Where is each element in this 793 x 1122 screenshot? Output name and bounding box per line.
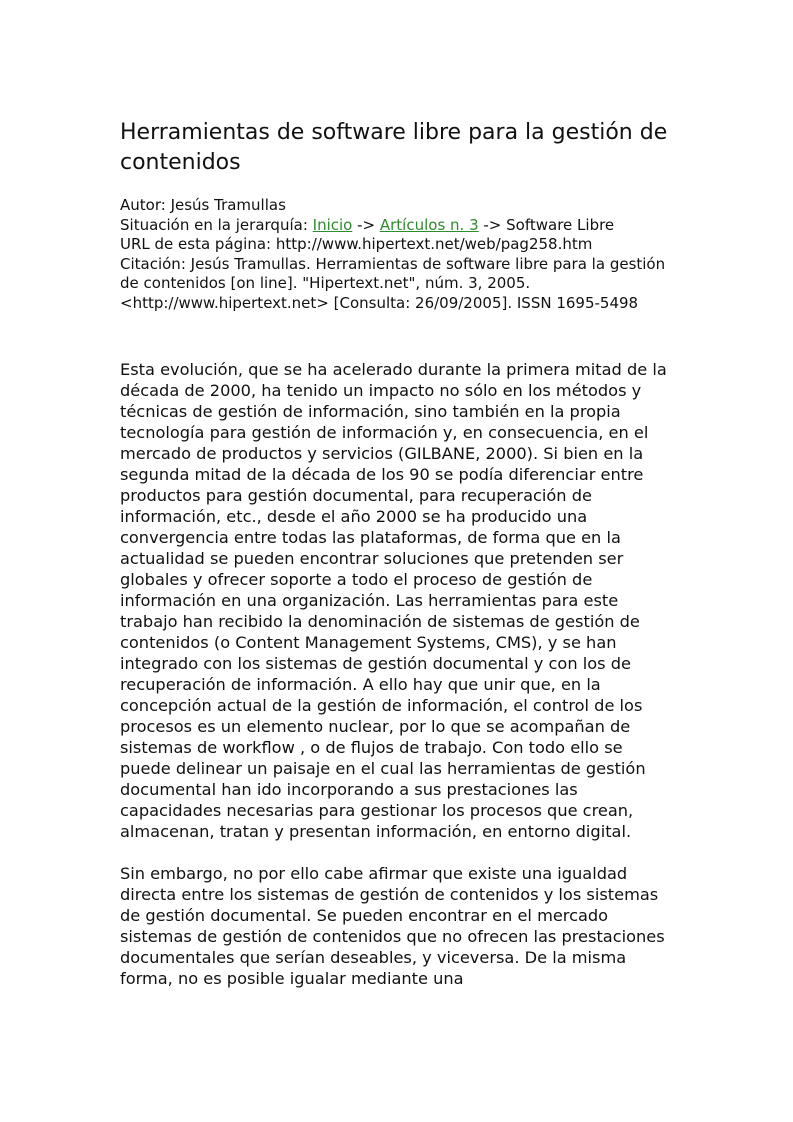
citation-label: Citación: bbox=[120, 254, 191, 273]
breadcrumb-separator: -> bbox=[478, 215, 507, 234]
url-label: URL de esta página: bbox=[120, 235, 276, 253]
article-metadata bbox=[120, 196, 676, 313]
breadcrumb bbox=[120, 216, 676, 236]
author-line bbox=[120, 196, 676, 216]
breadcrumb-current: Software Libre bbox=[506, 215, 615, 234]
breadcrumb-separator: -> bbox=[352, 215, 380, 234]
author-name: Jesús Tramullas bbox=[170, 196, 286, 214]
body-paragraph: Sin embargo, no por ello cabe afirmar que existe una igualdad directa entre los sistemas de gestión de contenidos y los sistemas de gestión documental. Se pueden encontrar en el mercado sistemas de gestión de contenidos que no ofrecen las prestaciones documentales que serían deseables, y viceversa. De la misma forma, no es posible igualar mediante una bbox=[120, 864, 665, 988]
author-label: Autor: bbox=[120, 196, 171, 214]
url-line bbox=[120, 235, 676, 255]
breadcrumb-link-home[interactable]: Inicio bbox=[312, 215, 353, 234]
body-paragraph: Esta evolución, que se ha acelerado durante la primera mitad de la década de 2000, ha tenido un impacto no sólo en los métodos y técnicas de gestión de información, sino también en la propia tecnología para gestión de información y, en consecuencia, en el mercado de productos y servicios (GILBANE, 2000). Si bien en la segunda mitad de la década de los 90 se podía diferenciar entre productos para gestión documental, para recuperación de información, etc., desde el año 2000 se ha producido una convergencia entre todas las plataformas, de forma que en la actualidad se pueden encontrar soluciones que pretenden ser globales y ofrecer soporte a todo el proceso de gestión de información en una organización. Las herramientas para este trabajo han recibido la denominación de sistemas de gestión de contenidos (o Content Management Systems, CMS), y se han integrado con los sistemas de gestión documental y con los de recuperación de información. A ello hay que unir que, en la concepción actual de la gestión de información, el control de los procesos es un elemento nuclear, por lo que se acompañan de sistemas de workflow , o de flujos de trabajo. Con todo ello se puede delinear un paisaje en el cual las herramientas de gestión documental han ido incorporando a sus prestaciones las capacidades necesarias para gestionar los procesos que crean, almacenan, tratan y presentan información, en entorno digital. bbox=[120, 360, 667, 841]
article-title: Herramientas de software libre para la gestión de contenidos bbox=[120, 120, 668, 175]
citation-line bbox=[120, 255, 676, 314]
document-page bbox=[120, 118, 676, 1010]
hierarchy-label: Situación en la jerarquía: bbox=[120, 215, 313, 234]
citation-text: Jesús Tramullas. Herramientas de software libre para la gestión de contenidos [on line]. "Hipertext.net", núm. 3, 2005. <http://www.hipertext.net> [Consulta: 26/09/2005]. ISSN 1695-5498 bbox=[120, 254, 666, 312]
page-url: http://www.hipertext.net/web/pag258.htm bbox=[275, 235, 593, 253]
breadcrumb-link-articles[interactable]: Artículos n. 3 bbox=[379, 215, 479, 234]
article-body bbox=[120, 359, 676, 989]
